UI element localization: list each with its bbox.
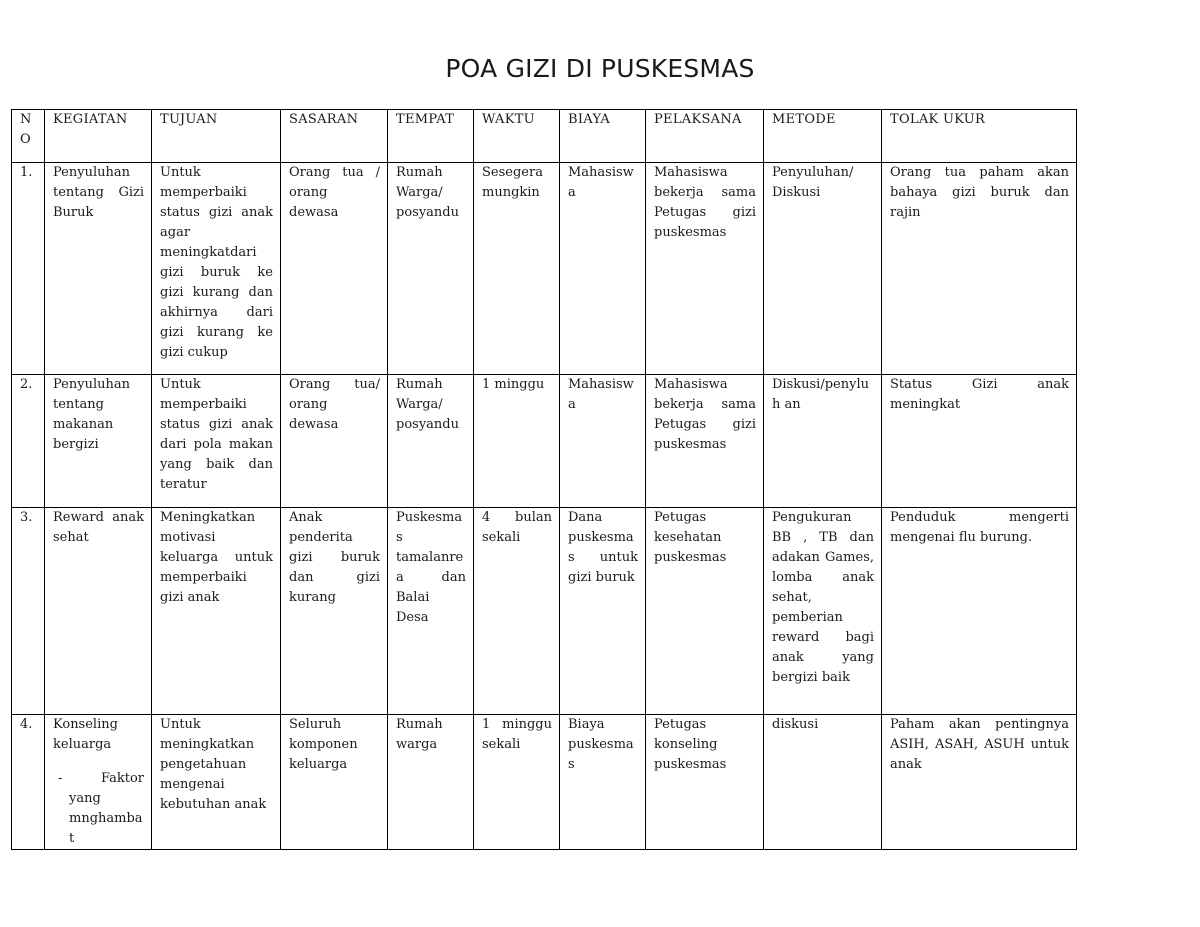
header-waktu: WAKTU xyxy=(474,110,560,163)
cell-tempat: Rumah Warga/ posyandu xyxy=(388,375,474,508)
table-row xyxy=(12,163,1077,375)
cell-no: 1. xyxy=(12,163,45,375)
cell-kegiatan: Reward anak sehat xyxy=(45,508,152,715)
cell-biaya: Dana puskesmas untuk gizi buruk xyxy=(560,508,646,715)
cell-tujuan: Meningkatkan motivasi keluarga untuk memperbaiki gizi anak xyxy=(152,508,281,715)
cell-waktu: 4 bulan sekali xyxy=(474,508,560,715)
cell-sasaran: Anak penderita gizi buruk dan gizi kurang xyxy=(281,508,388,715)
tujuan-text: Untuk meningkatkan pengetahuan mengenai kebutuhan anak xyxy=(160,717,267,812)
cell-no: 3. xyxy=(12,508,45,715)
cell-waktu: 1 minggu xyxy=(474,375,560,508)
cell-kegiatan: Penyuluhan tentang makanan bergizi xyxy=(45,375,152,508)
header-tempat: TEMPAT xyxy=(388,110,474,163)
cell-metode: diskusi xyxy=(764,715,882,850)
header-biaya: BIAYA xyxy=(560,110,646,163)
cell-metode: Diskusi/penyluh an xyxy=(764,375,882,508)
cell-tolak-ukur: Penduduk mengerti mengenai flu burung. xyxy=(882,508,1077,715)
header-tolak-ukur: TOLAK UKUR xyxy=(882,110,1077,163)
cell-no: 4. xyxy=(12,715,45,850)
kegiatan-text: Konseling keluarga xyxy=(53,717,118,752)
header-pelaksana: PELAKSANA xyxy=(646,110,764,163)
header-metode: METODE xyxy=(764,110,882,163)
cell-pelaksana: Mahasiswa bekerja sama Petugas gizi puskesmas xyxy=(646,375,764,508)
cell-no: 2. xyxy=(12,375,45,508)
cell-tempat: Puskesmas tamalanrea dan Balai Desa xyxy=(388,508,474,715)
poa-table xyxy=(11,109,1077,850)
cell-tempat: Rumah warga xyxy=(388,715,474,850)
document-title: POA GIZI DI PUSKESMAS xyxy=(445,54,755,83)
cell-tolak-ukur: Paham akan pentingnya ASIH, ASAH, ASUH untuk anak xyxy=(882,715,1077,850)
cell-pelaksana: Petugas kesehatan puskesmas xyxy=(646,508,764,715)
cell-tolak-ukur: Orang tua paham akan bahaya gizi buruk dan rajin xyxy=(882,163,1077,375)
header-sasaran: SASARAN xyxy=(281,110,388,163)
cell-sasaran: Orang tua/ orang dewasa xyxy=(281,375,388,508)
cell-tujuan: Untuk memperbaiki status gizi anak dari pola makan yang baik dan teratur xyxy=(152,375,281,508)
cell-waktu: 1 minggu sekali xyxy=(474,715,560,850)
cell-sasaran: Seluruh komponen keluarga xyxy=(281,715,388,850)
cell-biaya: Mahasiswa xyxy=(560,375,646,508)
cell-waktu: Sesegera mungkin xyxy=(474,163,560,375)
cell-sasaran: Orang tua / orang dewasa xyxy=(281,163,388,375)
table-row xyxy=(12,375,1077,508)
cell-metode: Pengukuran BB , TB dan adakan Games, lomba anak sehat, pemberian reward bagi anak yang bergizi baik xyxy=(764,508,882,715)
cell-biaya: Mahasiswa xyxy=(560,163,646,375)
cell-kegiatan: Penyuluhan tentang Gizi Buruk xyxy=(45,163,152,375)
table-row xyxy=(12,715,1077,850)
cell-tolak-ukur: Status Gizi anak meningkat xyxy=(882,375,1077,508)
kegiatan-bullet-item: - Faktor yang mnghambat xyxy=(58,771,144,846)
cell-tujuan: Untuk memperbaiki status gizi anak agar meningkatdari gizi buruk ke gizi kurang dan akhirnya dari gizi kurang ke gizi cukup xyxy=(152,163,281,375)
table-row xyxy=(12,508,1077,715)
header-kegiatan: KEGIATAN xyxy=(45,110,152,163)
cell-tempat: Rumah Warga/ posyandu xyxy=(388,163,474,375)
cell-biaya: Biaya puskesmas xyxy=(560,715,646,850)
cell-tujuan xyxy=(152,715,281,850)
table-header-row xyxy=(12,110,1077,163)
cell-metode: Penyuluhan/ Diskusi xyxy=(764,163,882,375)
header-tujuan: TUJUAN xyxy=(152,110,281,163)
cell-kegiatan xyxy=(45,715,152,850)
cell-pelaksana: Mahasiswa bekerja sama Petugas gizi puskesmas xyxy=(646,163,764,375)
header-no: N O xyxy=(12,110,45,163)
cell-pelaksana: Petugas konseling puskesmas xyxy=(646,715,764,850)
